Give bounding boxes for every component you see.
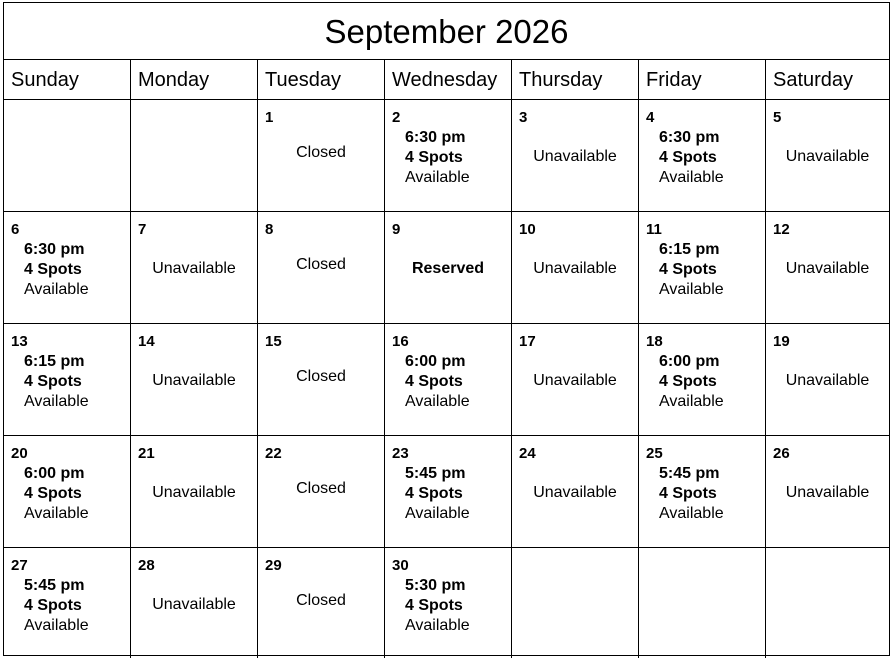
day-number: 13 (11, 333, 28, 350)
slot-time: 5:45 pm (659, 465, 720, 482)
weekday-header-monday: Monday (131, 60, 258, 100)
slot-time: 6:15 pm (659, 241, 720, 258)
day-number: 1 (265, 109, 274, 126)
slot-time: 6:15 pm (24, 353, 85, 370)
day-cell-17[interactable] (512, 324, 639, 436)
day-number: 8 (265, 221, 274, 238)
day-status: Closed (296, 256, 346, 273)
day-cell-16[interactable] (385, 324, 512, 436)
day-status: Unavailable (785, 484, 870, 501)
day-status: Unavailable (533, 484, 617, 501)
slot-time: 6:30 pm (24, 241, 85, 258)
availability-slot[interactable] (4, 548, 130, 658)
day-cell-12[interactable] (766, 212, 889, 324)
day-cell-1[interactable] (258, 100, 385, 212)
day-status: Unavailable (785, 148, 870, 165)
day-number: 28 (138, 557, 155, 574)
day-number: 10 (519, 221, 536, 238)
slot-status: Available (24, 281, 89, 298)
slot-status: Available (659, 505, 724, 522)
day-number: 3 (519, 109, 528, 126)
weekday-header-sunday: Sunday (4, 60, 131, 100)
day-number: 17 (519, 333, 536, 350)
slot-status: Available (405, 393, 470, 410)
slot-spots: 4 Spots (659, 373, 717, 390)
slot-spots: 4 Spots (24, 261, 82, 278)
day-cell-2[interactable] (385, 100, 512, 212)
slot-spots: 4 Spots (24, 597, 82, 614)
slot-spots: 4 Spots (405, 373, 463, 390)
slot-spots: 4 Spots (24, 485, 82, 502)
slot-spots: 4 Spots (659, 261, 717, 278)
day-cell-6[interactable] (4, 212, 131, 324)
day-cell-22[interactable] (258, 436, 385, 548)
slot-spots: 4 Spots (405, 149, 463, 166)
slot-spots: 4 Spots (659, 485, 717, 502)
day-cell-8[interactable] (258, 212, 385, 324)
day-cell-13[interactable] (4, 324, 131, 436)
availability-slot[interactable] (385, 436, 511, 547)
day-number: 16 (392, 333, 409, 350)
weekday-header-wednesday: Wednesday (385, 60, 512, 100)
empty-day-cell (512, 548, 639, 658)
day-cell-5[interactable] (766, 100, 889, 212)
day-number: 4 (646, 109, 655, 126)
day-number: 21 (138, 445, 155, 462)
slot-time: 6:00 pm (659, 353, 720, 370)
day-number: 7 (138, 221, 147, 238)
slot-time: 5:45 pm (24, 577, 85, 594)
day-number: 6 (11, 221, 20, 238)
day-status: Unavailable (785, 260, 870, 277)
day-number: 14 (138, 333, 155, 350)
slot-status: Available (659, 393, 724, 410)
day-cell-29[interactable] (258, 548, 385, 658)
weekday-header-tuesday: Tuesday (258, 60, 385, 100)
availability-slot[interactable] (639, 324, 765, 435)
slot-status: Available (405, 169, 470, 186)
day-number: 25 (646, 445, 663, 462)
availability-slot[interactable] (639, 212, 765, 323)
day-number: 12 (773, 221, 790, 238)
availability-slot[interactable] (4, 436, 130, 547)
day-status: Unavailable (785, 372, 870, 389)
day-cell-25[interactable] (639, 436, 766, 548)
availability-slot[interactable] (4, 324, 130, 435)
day-number: 9 (392, 221, 401, 238)
day-cell-14[interactable] (131, 324, 258, 436)
day-status: Reserved (411, 260, 485, 277)
day-cell-28[interactable] (131, 548, 258, 658)
empty-day-cell (639, 548, 766, 658)
day-status: Unavailable (152, 372, 236, 389)
slot-time: 5:45 pm (405, 465, 466, 482)
day-cell-10[interactable] (512, 212, 639, 324)
empty-day-cell (766, 548, 889, 658)
day-status: Unavailable (533, 372, 617, 389)
calendar-title: September 2026 (4, 3, 889, 60)
day-status: Closed (296, 368, 346, 385)
weekday-header-friday: Friday (639, 60, 766, 100)
day-number: 30 (392, 557, 409, 574)
day-status: Unavailable (152, 260, 236, 277)
slot-status: Available (405, 505, 470, 522)
slot-time: 5:30 pm (405, 577, 466, 594)
day-cell-7[interactable] (131, 212, 258, 324)
availability-slot[interactable] (639, 436, 765, 547)
day-number: 22 (265, 445, 282, 462)
day-number: 24 (519, 445, 536, 462)
day-status: Unavailable (533, 148, 617, 165)
day-cell-18[interactable] (639, 324, 766, 436)
day-number: 18 (646, 333, 663, 350)
availability-slot[interactable] (385, 324, 511, 435)
slot-time: 6:00 pm (24, 465, 85, 482)
slot-status: Available (24, 617, 89, 634)
slot-status: Available (24, 393, 89, 410)
day-cell-24[interactable] (512, 436, 639, 548)
slot-time: 6:00 pm (405, 353, 466, 370)
day-number: 20 (11, 445, 28, 462)
day-number: 23 (392, 445, 409, 462)
day-cell-30[interactable] (385, 548, 512, 658)
availability-slot[interactable] (4, 212, 130, 323)
day-cell-21[interactable] (131, 436, 258, 548)
slot-spots: 4 Spots (405, 485, 463, 502)
calendar-grid (4, 60, 889, 658)
weekday-header-thursday: Thursday (512, 60, 639, 100)
slot-spots: 4 Spots (24, 373, 82, 390)
day-number: 11 (646, 221, 662, 238)
day-cell-11[interactable] (639, 212, 766, 324)
availability-slot[interactable] (639, 100, 765, 211)
day-cell-3[interactable] (512, 100, 639, 212)
day-cell-15[interactable] (258, 324, 385, 436)
day-cell-9[interactable] (385, 212, 512, 324)
calendar (3, 2, 890, 656)
day-number: 27 (11, 557, 28, 574)
day-cell-19[interactable] (766, 324, 889, 436)
day-status: Closed (296, 144, 346, 161)
empty-day-cell (4, 100, 131, 212)
availability-slot[interactable] (385, 548, 511, 658)
day-status: Unavailable (533, 260, 617, 277)
day-number: 15 (265, 333, 282, 350)
day-number: 19 (773, 333, 790, 350)
slot-status: Available (659, 281, 724, 298)
day-status: Unavailable (152, 484, 236, 501)
slot-status: Available (659, 169, 724, 186)
slot-status: Available (24, 505, 89, 522)
slot-spots: 4 Spots (405, 597, 463, 614)
slot-spots: 4 Spots (659, 149, 717, 166)
day-status: Closed (296, 480, 346, 497)
slot-status: Available (405, 617, 470, 634)
day-cell-26[interactable] (766, 436, 889, 548)
slot-time: 6:30 pm (659, 129, 720, 146)
day-status: Closed (296, 592, 346, 609)
day-number: 5 (773, 109, 782, 126)
day-cell-23[interactable] (385, 436, 512, 548)
day-cell-27[interactable] (4, 548, 131, 658)
empty-day-cell (131, 100, 258, 212)
weekday-header-saturday: Saturday (766, 60, 889, 100)
day-number: 2 (392, 109, 401, 126)
availability-slot[interactable] (385, 100, 511, 211)
day-cell-4[interactable] (639, 100, 766, 212)
day-number: 26 (773, 445, 790, 462)
day-status: Unavailable (152, 596, 236, 613)
day-cell-20[interactable] (4, 436, 131, 548)
day-number: 29 (265, 557, 282, 574)
slot-time: 6:30 pm (405, 129, 466, 146)
